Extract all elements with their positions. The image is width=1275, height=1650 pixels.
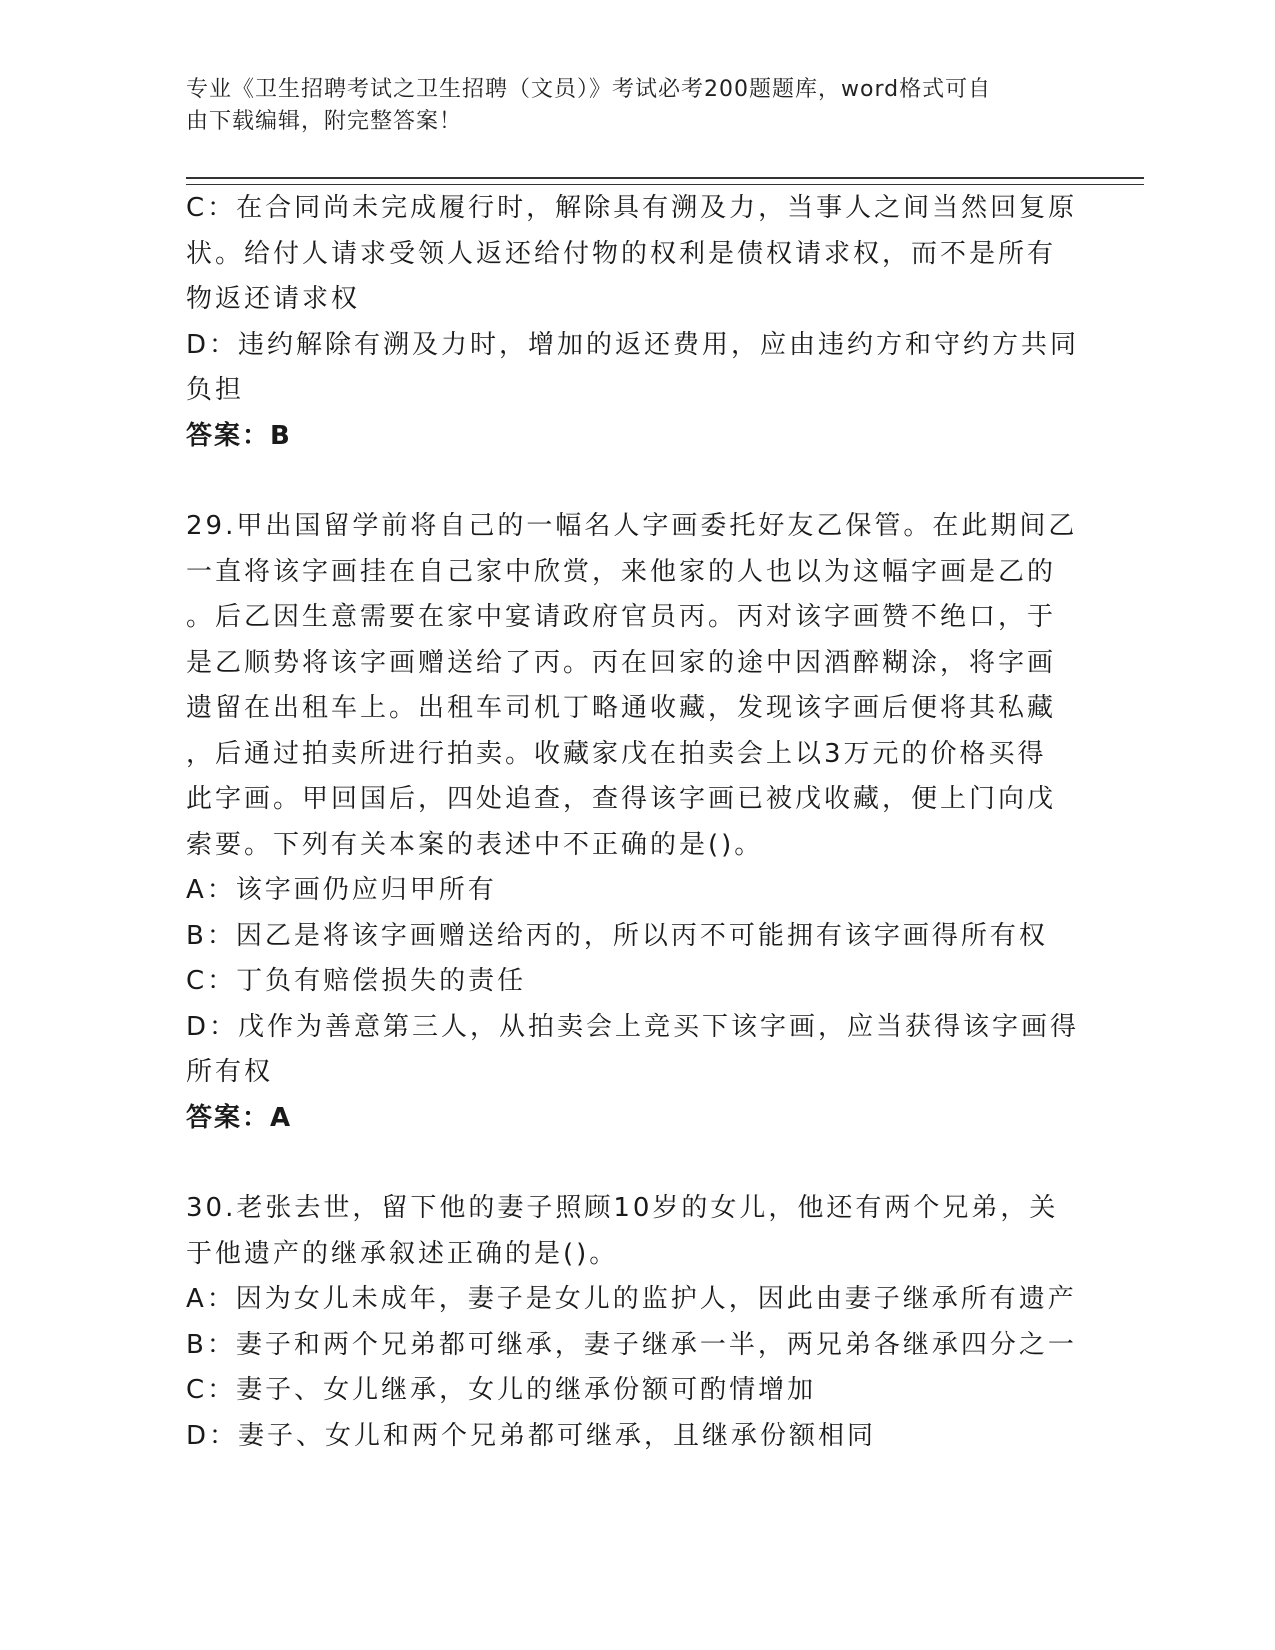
option-c-line-3: 物返还请求权 (186, 284, 361, 314)
q30-stem-line-1: 30.老张去世，留下他的妻子照顾10岁的女儿，他还有两个兄弟，关 (186, 1193, 1059, 1223)
q29-option-d-line-2: 所有权 (186, 1057, 274, 1087)
option-c-line-2: 状。给付人请求受领人返还给付物的权利是债权请求权，而不是所有 (186, 238, 1057, 269)
q29-stem-line-2: 一直将该字画挂在自己家中欣赏，来他家的人也以为这幅字画是乙的 (186, 556, 1057, 587)
spacer (186, 1141, 1076, 1186)
q29-stem-line-1: 29.甲出国留学前将自己的一幅名人字画委托好友乙保管。在此期间乙 (186, 511, 1078, 541)
q29-stem-line-7: 此字画。甲回国后，四处追查，查得该字画已被戊收藏，便上门向戊 (186, 784, 1057, 814)
option-c-line-1: C：在合同尚未完成履行时，解除具有溯及力，当事人之间当然回复原 (186, 193, 1078, 223)
option-d-line-1: D：违约解除有溯及力时，增加的返还费用，应由违约方和守约方共同 (186, 329, 1080, 360)
q29-option-b: B：因乙是将该字画赠送给丙的，所以丙不可能拥有该字画得所有权 (186, 920, 1048, 951)
q29-stem-line-5: 遗留在出租车上。出租车司机丁略通收藏，发现该字画后便将其私藏 (186, 693, 1057, 723)
previous-question-tail (186, 186, 1080, 459)
q30-stem-line-2: 于他遗产的继承叙述正确的是()。 (186, 1238, 619, 1269)
q29-option-c: C：丁负有赔偿损失的责任 (186, 966, 527, 996)
q30-option-b: B：妻子和两个兄弟都可继承，妻子继承一半，两兄弟各继承四分之一 (186, 1329, 1077, 1360)
question-30 (186, 1186, 1076, 1459)
q29-stem-line-3: 。后乙因生意需要在家中宴请政府官员丙。丙对该字画赞不绝口，于 (186, 602, 1057, 632)
q29-option-d-line-1: D：戊作为善意第三人，从拍卖会上竞买下该字画，应当获得该字画得 (186, 1011, 1080, 1042)
answer-label: 答案：B (186, 420, 292, 451)
option-d-line-2: 负担 (186, 375, 245, 405)
q29-stem-line-4: 是乙顺势将该字画赠送给了丙。丙在回家的途中因酒醉糊涂，将字画 (186, 647, 1057, 678)
q30-option-a: A：因为女儿未成年，妻子是女儿的监护人，因此由妻子继承所有遗产 (186, 1284, 1077, 1314)
q30-option-c: C：妻子、女儿继承，女儿的继承份额可酌情增加 (186, 1375, 817, 1405)
q29-stem-line-6: ，后通过拍卖所进行拍卖。收藏家戊在拍卖会上以3万元的价格买得 (186, 738, 1047, 769)
q29-option-a: A：该字画仍应归甲所有 (186, 875, 497, 905)
q29-stem-line-8: 索要。下列有关本案的表述中不正确的是()。 (186, 829, 764, 860)
header-line-2: 由下载编辑，附完整答案！ (186, 109, 463, 134)
header-divider-thick (186, 177, 1144, 179)
q30-option-d: D：妻子、女儿和两个兄弟都可继承，且继承份额相同 (186, 1420, 877, 1451)
question-29 (186, 504, 1080, 1141)
document-header (186, 74, 1066, 138)
header-divider-thin (186, 184, 1144, 185)
spacer (186, 459, 1076, 504)
q29-answer: 答案：A (186, 1102, 293, 1133)
document-body (186, 186, 1080, 1459)
header-line-1: 专业《卫生招聘考试之卫生招聘（文员）》考试必考200题题库，word格式可自 (186, 77, 992, 102)
